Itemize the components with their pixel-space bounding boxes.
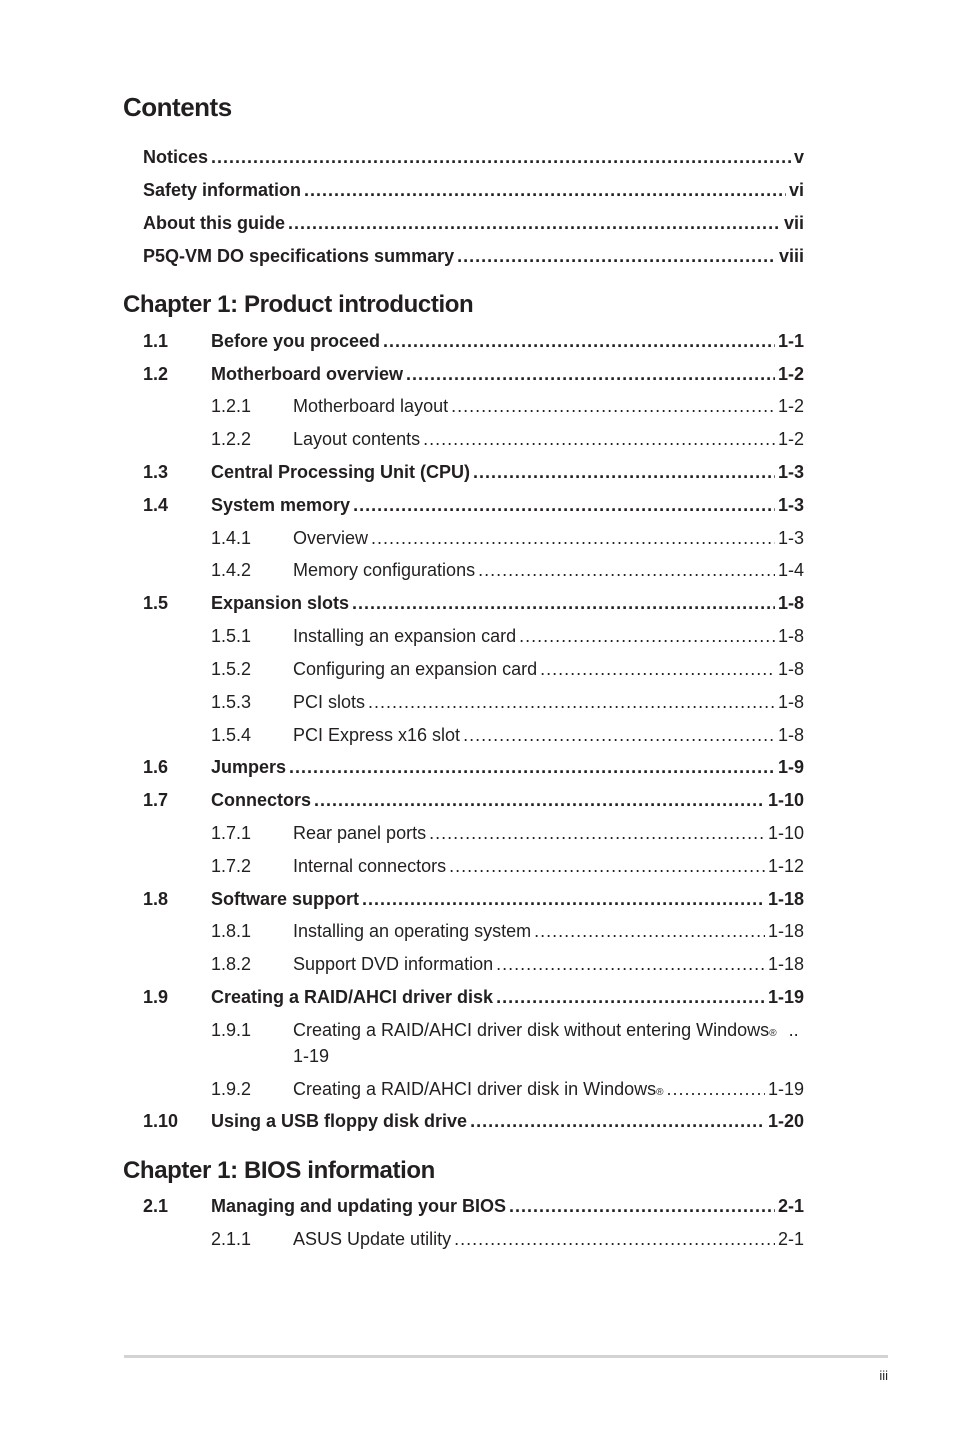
toc-entry-title: Creating a RAID/AHCI driver disk in Windows — [293, 1079, 657, 1099]
toc-entry-title: PCI slots — [293, 692, 366, 712]
dot-leader — [540, 658, 775, 680]
toc-entry-page: 1-3 — [777, 495, 804, 515]
toc-entry-page: 1-8 — [777, 725, 804, 745]
toc-entry-title: Layout contents — [293, 429, 421, 449]
toc-entry-number: 1.10 — [143, 1111, 179, 1131]
toc-entry-number: 2.1.1 — [211, 1229, 252, 1249]
toc-entry-title: Connectors — [211, 790, 312, 810]
toc-subentry[interactable] — [211, 625, 804, 647]
toc-entry-page: vii — [783, 213, 804, 233]
toc-entry-number: 1.2.1 — [211, 396, 252, 416]
toc-entry-title: Central Processing Unit (CPU) — [211, 462, 471, 482]
toc-entry-page: 1-8 — [777, 692, 804, 712]
toc-entry-page: 1-20 — [767, 1111, 804, 1131]
toc-entry-number: 1.7 — [143, 790, 169, 810]
toc-entry-specifications-summary[interactable] — [143, 245, 804, 267]
toc-entry-page: 2-1 — [777, 1229, 804, 1249]
toc-entry-title: Safety information — [143, 180, 302, 200]
toc-entry-number: 1.7.2 — [211, 856, 252, 876]
toc-entry-number: 1.7.1 — [211, 823, 252, 843]
toc-entry-page: 1-4 — [777, 560, 804, 580]
toc-entry-page: 1-12 — [767, 856, 804, 876]
dot-leader — [353, 494, 775, 516]
toc-entry-title: Creating a RAID/AHCI driver disk without entering Windows — [293, 1020, 770, 1040]
toc-entry-number: 1.5.3 — [211, 692, 252, 712]
dot-leader — [352, 592, 775, 614]
toc-entry-title: Overview — [293, 528, 369, 548]
toc-entry-page: 1-8 — [777, 626, 804, 646]
dot-leader — [454, 1228, 775, 1250]
chapter-heading: Chapter 1: Product introduction — [123, 291, 474, 318]
dot-leader — [289, 756, 775, 778]
toc-entry-title: PCI Express x16 slot — [293, 725, 461, 745]
toc-subentry[interactable] — [211, 953, 804, 975]
toc-entry-notices[interactable] — [143, 146, 804, 168]
toc-entry-page: viii — [778, 246, 804, 266]
dot-leader — [314, 789, 765, 811]
toc-entry-title: Expansion slots — [211, 593, 350, 613]
toc-entry-page: 1-3 — [777, 528, 804, 548]
toc-entry-page: 1-18 — [767, 889, 804, 909]
toc-entry-title: Installing an expansion card — [293, 626, 517, 646]
toc-entry-number: 1.5.1 — [211, 626, 252, 646]
toc-entry-title: Memory configurations — [293, 560, 476, 580]
dot-leader — [423, 428, 775, 450]
dot-leader — [463, 724, 775, 746]
toc-subentry[interactable] — [211, 428, 804, 450]
dot-leader — [470, 1110, 765, 1132]
toc-subentry[interactable] — [211, 855, 804, 877]
toc-entry[interactable] — [143, 756, 804, 778]
toc-entry-page: 1-19 — [767, 987, 804, 1007]
dot-leader — [362, 888, 765, 910]
toc-subentry[interactable] — [211, 658, 804, 680]
toc-entry-title: Using a USB floppy disk drive — [211, 1111, 468, 1131]
toc-entry-number: 1.5 — [143, 593, 169, 613]
dot-leader — [304, 179, 786, 201]
toc-entry-page: 1-2 — [777, 364, 804, 384]
dot-leader — [451, 395, 775, 417]
toc-entry-page: 1-1 — [777, 331, 804, 351]
toc-entry-number: 1.9 — [143, 987, 169, 1007]
toc-entry-page: 1-8 — [777, 593, 804, 613]
toc-entry-number: 1.5.4 — [211, 725, 252, 745]
toc-entry-number: 1.4.1 — [211, 528, 252, 548]
dot-leader — [371, 527, 775, 549]
dot-leader — [478, 559, 775, 581]
toc-entry[interactable] — [143, 592, 804, 614]
toc-subentry[interactable] — [211, 822, 804, 844]
dot-leader — [457, 245, 776, 267]
toc-subentry[interactable]: 1.9.1 Creating a RAID/AHCI driver disk without entering Windows ® .. — [211, 1020, 799, 1040]
toc-entry-number: 1.6 — [143, 757, 169, 777]
toc-entry-title: ASUS Update utility — [293, 1229, 452, 1249]
dot-leader — [667, 1078, 765, 1100]
toc-entry[interactable] — [143, 494, 804, 516]
toc-entry-title: About this guide — [143, 213, 285, 233]
toc-entry-number: 1.1 — [143, 331, 169, 351]
toc-entry-title: Configuring an expansion card — [293, 659, 538, 679]
toc-entry-title: Managing and updating your BIOS — [211, 1196, 506, 1216]
toc-entry-title: Installing an operating system — [293, 921, 532, 941]
toc-entry-title: Before you proceed — [211, 331, 381, 351]
toc-entry-title: Rear panel ports — [293, 823, 427, 843]
toc-subentry[interactable] — [211, 559, 804, 581]
toc-entry-number: 1.5.2 — [211, 659, 252, 679]
toc-entry-page: 1-18 — [767, 954, 804, 974]
toc-entry-page: 1-8 — [777, 659, 804, 679]
toc-entry-page: 1-2 — [777, 429, 804, 449]
toc-entry-title: Motherboard layout — [293, 396, 449, 416]
toc-entry-number: 1.2 — [143, 364, 169, 384]
toc-subentry[interactable]: 1.9.2 Creating a RAID/AHCI driver disk in Windows ® ..... 1-19 — [211, 1078, 804, 1100]
toc-entry-title: System memory — [211, 495, 351, 515]
toc-entry[interactable] — [143, 1110, 804, 1132]
dot-leader — [429, 822, 765, 844]
toc-entry-title: Creating a RAID/AHCI driver disk — [211, 987, 494, 1007]
dot-leader — [449, 855, 765, 877]
toc-entry-number: 1.3 — [143, 462, 169, 482]
toc-entry-title: Support DVD information — [293, 954, 494, 974]
toc-entry[interactable] — [143, 986, 804, 1008]
toc-entry-title: P5Q-VM DO specifications summary — [143, 246, 455, 266]
page-title: Contents — [123, 92, 232, 122]
toc-entry-number: 1.4 — [143, 495, 169, 515]
dot-leader — [288, 212, 781, 234]
toc-entry-page: 1-9 — [777, 757, 804, 777]
toc-entry[interactable] — [143, 363, 804, 385]
toc-entry[interactable] — [143, 888, 804, 910]
chapter-heading: Chapter 1: BIOS information — [123, 1157, 435, 1184]
toc-subentry[interactable] — [211, 527, 804, 549]
dot-leader — [534, 920, 765, 942]
dot-leader — [496, 953, 765, 975]
dot-leader — [519, 625, 775, 647]
toc-entry-page: 1-2 — [777, 396, 804, 416]
toc-entry-number: 1.8.2 — [211, 954, 252, 974]
toc-entry-title: Jumpers — [211, 757, 287, 777]
toc-entry-page: 1-18 — [767, 921, 804, 941]
toc-entry-number: 1.9.2 — [211, 1079, 252, 1099]
toc-entry-page: 2-1 — [777, 1196, 804, 1216]
toc-entry-safety-information[interactable] — [143, 179, 804, 201]
toc-entry[interactable] — [143, 461, 804, 483]
toc-entry[interactable] — [143, 330, 804, 352]
toc-entry[interactable] — [143, 1195, 804, 1217]
toc-entry-page: 1-3 — [777, 462, 804, 482]
toc-entry-title: Notices — [143, 147, 209, 167]
toc-subentry[interactable] — [211, 1228, 804, 1250]
toc-entry-page: 1-19 — [767, 1079, 804, 1099]
toc-entry-number: 1.8.1 — [211, 921, 252, 941]
toc-subentry[interactable] — [211, 395, 804, 417]
dot-leader — [383, 330, 775, 352]
footer-divider — [124, 1355, 888, 1358]
toc-entry-number: 2.1 — [143, 1196, 169, 1216]
footer-page-number: iii — [879, 1368, 888, 1383]
dot-leader — [473, 461, 775, 483]
toc-subentry[interactable] — [211, 724, 804, 746]
dot-leader — [496, 986, 765, 1008]
toc-entry-page: v — [793, 147, 804, 167]
toc-subentry[interactable] — [211, 920, 804, 942]
toc-entry-page: vi — [788, 180, 804, 200]
toc-entry-number: 1.4.2 — [211, 560, 252, 580]
toc-entry-about-this-guide[interactable] — [143, 212, 804, 234]
toc-entry-title: Motherboard overview — [211, 364, 404, 384]
toc-entry-number: 1.2.2 — [211, 429, 252, 449]
dot-leader — [509, 1195, 775, 1217]
toc-entry-page: 1-10 — [767, 790, 804, 810]
dot-leader — [368, 691, 775, 713]
toc-entry-title: Internal connectors — [293, 856, 447, 876]
dot-leader — [211, 146, 791, 168]
dot-leader-fragment: .. — [788, 1020, 799, 1040]
dot-leader — [406, 363, 775, 385]
toc-entry-page: 1-10 — [767, 823, 804, 843]
toc-subentry[interactable] — [211, 691, 804, 713]
toc-entry-number: 1.9.1 — [211, 1020, 252, 1040]
toc-entry-title: Software support — [211, 889, 360, 909]
toc-entry-page: 1-19 — [293, 1046, 330, 1066]
toc-entry-number: 1.8 — [143, 889, 169, 909]
toc-entry[interactable] — [143, 789, 804, 811]
